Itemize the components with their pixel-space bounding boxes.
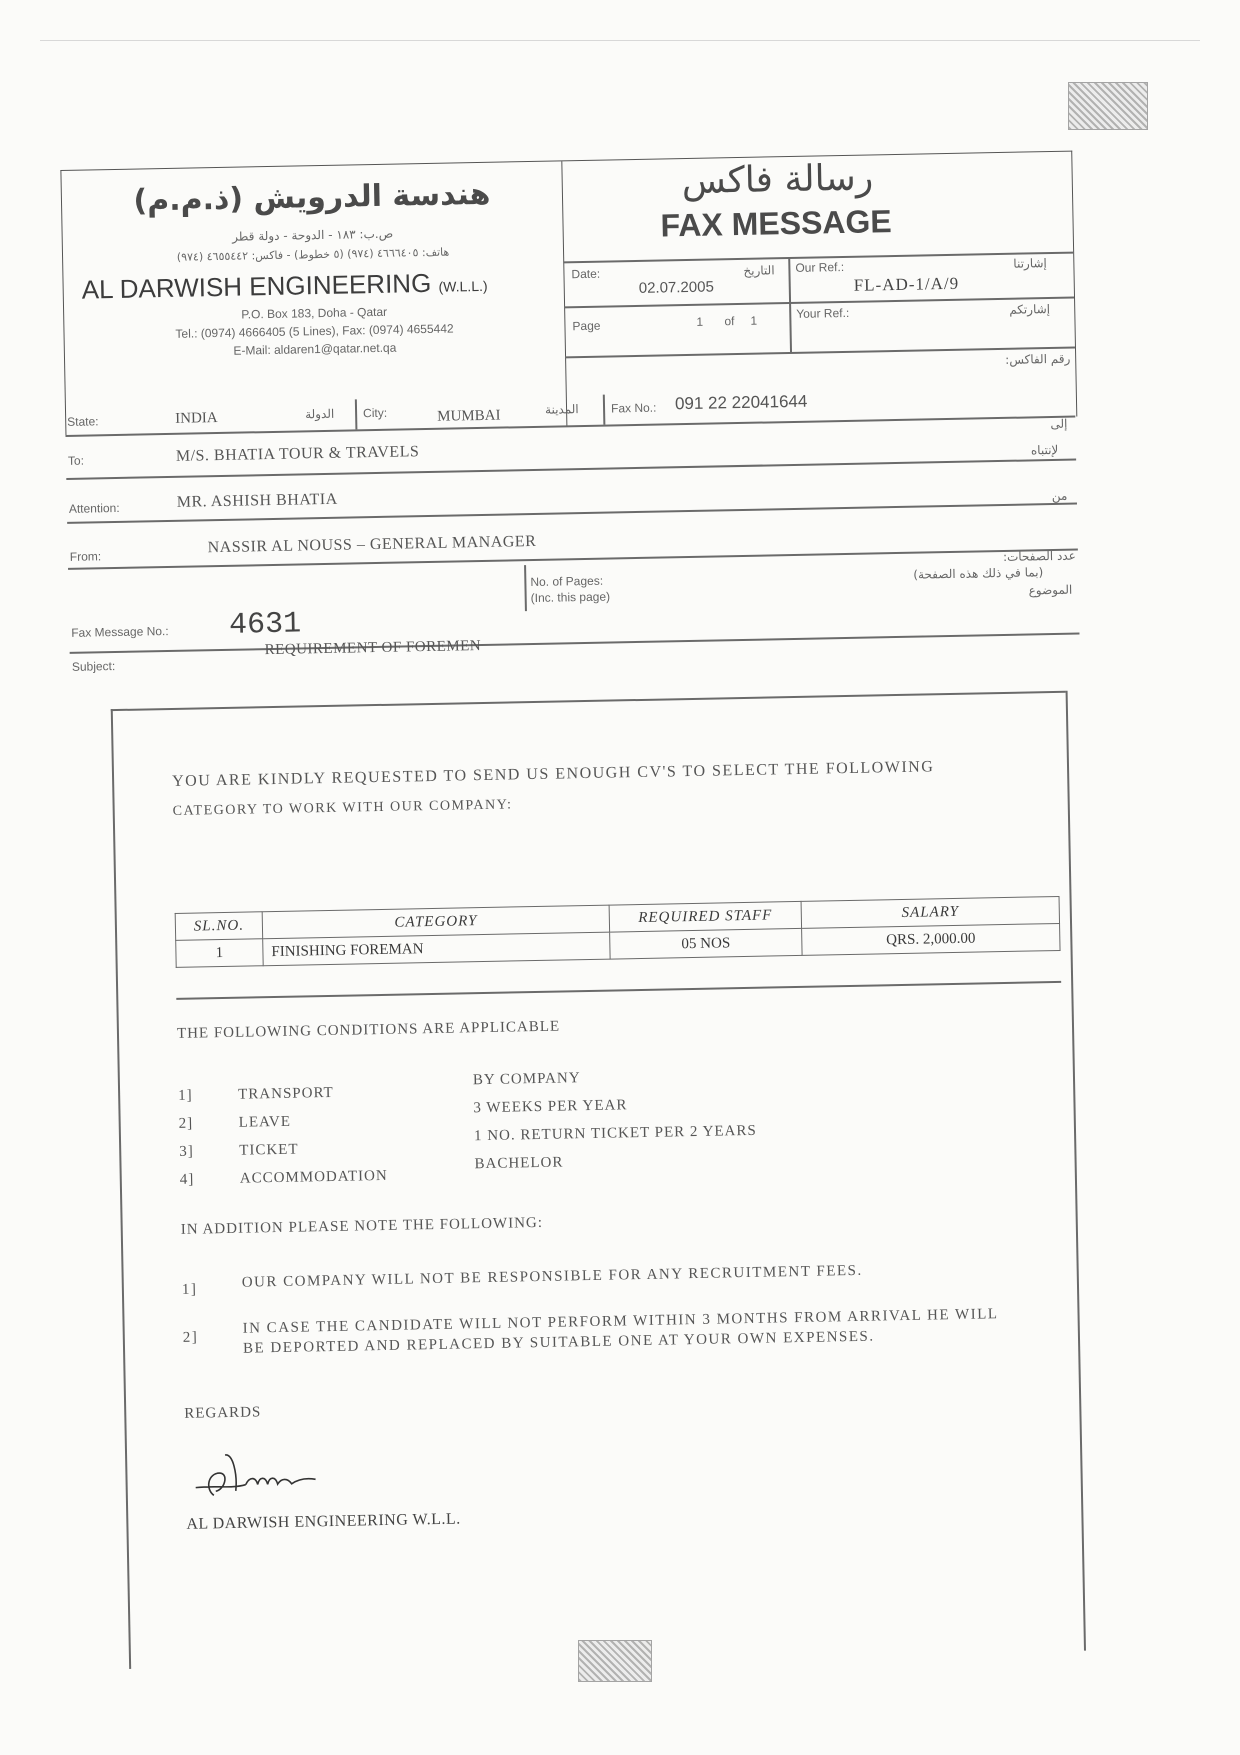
- condition-3-value: 1 NO. RETURN TICKET PER 2 YEARS: [473, 1122, 757, 1145]
- condition-4-value: BACHELOR: [474, 1154, 564, 1173]
- intro-line-2: CATEGORY TO WORK WITH OUR COMPANY:: [172, 797, 513, 819]
- state-value: INDIA: [175, 410, 218, 427]
- conditions-heading: THE FOLLOWING CONDITIONS ARE APPLICABLE: [176, 1018, 561, 1042]
- your-ref-label: Your Ref.:: [796, 305, 850, 321]
- note-1-num: 1]: [181, 1281, 198, 1298]
- condition-4-label: ACCOMMODATION: [239, 1167, 388, 1187]
- company-address-arabic: ص.ب: ١٨٣ - الدوحة - دولة قطر: [232, 226, 394, 244]
- condition-2-num: 2]: [178, 1115, 194, 1132]
- pages-label: No. of Pages:: [530, 573, 604, 590]
- state-label-arabic: الدولة: [304, 406, 335, 422]
- signature-scribble: [185, 1442, 376, 1506]
- your-ref-label-arabic: إشارتكم: [1009, 302, 1051, 317]
- pages-label-arabic: عدد الصفحات:: [1002, 548, 1076, 564]
- requirements-table: [175, 896, 1061, 968]
- city-label-arabic: المدينة: [544, 402, 579, 417]
- signature-text: [185, 1446, 187, 1447]
- header-salary: SALARY: [801, 896, 1059, 928]
- from-value: NASSIR AL NOUSS – GENERAL MANAGER: [207, 532, 537, 557]
- letterhead-box: [60, 151, 1077, 436]
- condition-2-value: 3 WEEKS PER YEAR: [473, 1097, 628, 1117]
- pages-sub-label: (Inc. this page): [530, 589, 611, 606]
- addition-heading: IN ADDITION PLEASE NOTE THE FOLLOWING:: [180, 1214, 544, 1238]
- condition-3-num: 3]: [179, 1143, 194, 1160]
- row-category: FINISHING FOREMAN: [263, 932, 610, 966]
- row-salary: QRS. 2,000.00: [802, 923, 1060, 955]
- to-value: M/S. BHATIA TOUR & TRAVELS: [175, 443, 420, 465]
- our-ref-value: FL-AD-1/A/9: [853, 273, 960, 295]
- fax-title-arabic: رسالة فاكس: [681, 157, 874, 203]
- attention-label-arabic: لإنتباه: [1030, 442, 1059, 458]
- scan-stamp-top-right: [1068, 82, 1148, 130]
- page-total: 1: [750, 313, 758, 328]
- fax-number: 091 22 22041644: [674, 391, 808, 414]
- fax-no-label: Fax No.:: [610, 400, 657, 416]
- signature: [185, 1442, 376, 1506]
- condition-1-label: TRANSPORT: [238, 1084, 334, 1103]
- date-label-arabic: التاريخ: [743, 263, 775, 278]
- condition-1-num: 1]: [178, 1087, 193, 1104]
- condition-2-label: LEAVE: [238, 1113, 292, 1131]
- page-number: 1: [696, 314, 704, 329]
- company-suffix: (W.L.L.): [438, 277, 488, 295]
- fax-document: [60, 131, 1099, 1670]
- our-ref-label-arabic: إشارتنا: [1013, 256, 1047, 271]
- company-letterhead: [61, 161, 567, 436]
- note-1-line-1: OUR COMPANY WILL NOT BE RESPONSIBLE FOR ANY RECRUITMENT FEES.: [241, 1262, 863, 1291]
- condition-4-num: 4]: [179, 1171, 195, 1188]
- company-address-english: P.O. Box 183, Doha - Qatar: [241, 304, 388, 322]
- note-2-line-1: IN CASE THE CANDIDATE WILL NOT PERFORM WITHIN 3 MONTHS FROM ARRIVAL HE WILL: [242, 1306, 999, 1337]
- header-category: CATEGORY: [262, 905, 609, 939]
- intro-line-1: YOU ARE KINDLY REQUESTED TO SEND US ENOUGH CV'S TO SELECT THE FOLLOWING: [171, 758, 935, 790]
- from-label: From:: [69, 549, 102, 564]
- company-name-english: [81, 267, 487, 306]
- condition-1-value: BY COMPANY: [472, 1070, 581, 1089]
- company-name-arabic: هندسة الدرويش (ذ.م.م): [133, 176, 491, 219]
- header-required-staff: REQUIRED STAFF: [609, 901, 801, 932]
- to-label: To:: [67, 453, 85, 468]
- attention-value: MR. ASHISH BHATIA: [176, 490, 338, 511]
- header-sl-no: SL.NO.: [175, 912, 263, 941]
- our-ref-label: Our Ref.:: [795, 259, 845, 275]
- subject-label: Subject:: [71, 659, 116, 674]
- state-label: State:: [67, 414, 99, 429]
- from-label-arabic: من: [1051, 488, 1068, 504]
- row-sl-no: 1: [176, 939, 264, 968]
- to-label-arabic: إلى: [1050, 416, 1068, 432]
- subject-value: REQUIREMENT OF FOREMEN: [264, 638, 482, 659]
- company-phone-arabic: هاتف: ٤٦٦٦٤٠٥ (٩٧٤) (٥ خطوط) - فاكس: ٤٦٥٥٤٤٢ (٩٧٤): [176, 245, 450, 264]
- scan-top-edge: [40, 40, 1200, 41]
- note-2-line-2: BE DEPORTED AND REPLACED BY SUITABLE ONE AT YOUR OWN EXPENSES.: [242, 1328, 875, 1357]
- subject-label-arabic: الموضوع: [1028, 582, 1073, 598]
- attention-label: Attention:: [68, 500, 120, 516]
- row-required-staff: 05 NOS: [610, 928, 802, 959]
- page-label: Page: [572, 318, 601, 334]
- regards-text: REGARDS: [184, 1404, 262, 1422]
- message-number: 4631: [228, 607, 302, 643]
- condition-3-label: TICKET: [239, 1141, 299, 1159]
- fax-no-label-arabic: رقم الفاكس:: [1005, 351, 1071, 367]
- city-label: City:: [362, 405, 388, 421]
- company-phone-english: Tel.: (0974) 4666405 (5 Lines), Fax: (0974) 4655442: [175, 321, 454, 341]
- note-2-num: 2]: [182, 1329, 199, 1346]
- signoff-company: AL DARWISH ENGINEERING W.L.L.: [186, 1510, 461, 1533]
- message-no-label: Fax Message No.:: [71, 624, 169, 640]
- city-value: MUMBAI: [437, 407, 501, 425]
- company-name-text: AL DARWISH ENGINEERING: [81, 267, 432, 305]
- date-label: Date:: [571, 266, 601, 282]
- fax-date: 02.07.2005: [638, 278, 714, 297]
- page-of: of: [724, 314, 735, 329]
- pages-sub-label-arabic: (بما في ذلك هذه الصفحة): [913, 565, 1044, 582]
- fax-title-english: FAX MESSAGE: [660, 203, 893, 244]
- company-email: E-Mail: aldaren1@qatar.net.qa: [233, 340, 397, 358]
